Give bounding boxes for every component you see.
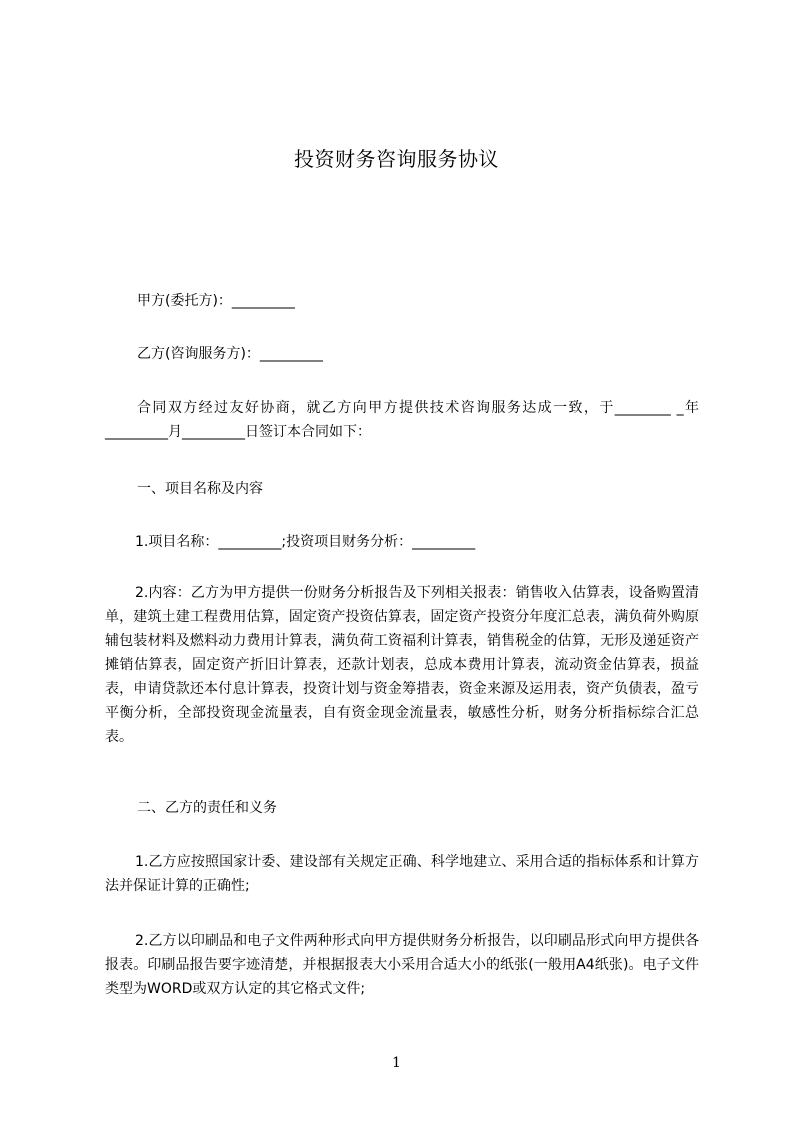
party-b-line: 乙方(咨询服务方)：_________ <box>137 346 323 362</box>
item-1-2: 2.内容：乙方为甲方提供一份财务分析报告及下列相关报表：销售收入估算表，设备购置清单，建筑土建工程费用估算，固定资产投资估算表，固定资产投资分年度汇总表，满负荷外购原辅包装材料及燃料动力费用计算表，满负荷工资福利计算表，销售税金的估算，无形及递延资产摊销估算表，固定资产折旧计算表，还款计划表，总成本费用计算表，流动资金估算表，损益表，申请贷款还本付息计算表，投资计划与资金筹措表，资金来源及运用表，资产负债表，盈亏平衡分析，全部投资现金流量表，自有资金现金流量表，敏感性分析，财务分析指标综合汇总表。 <box>105 585 699 745</box>
section-2-heading: 二、乙方的责任和义务 <box>137 800 277 816</box>
intro-paragraph: 合同双方经过友好协商，就乙方向甲方提供技术咨询服务达成一致，于________ _年_________月_________日签订本合同如下： <box>105 400 699 440</box>
document-title: 投资财务咨询服务协议 <box>294 147 499 171</box>
section-1-heading: 一、项目名称及内容 <box>137 481 263 497</box>
party-a-line: 甲方(委托方)：_________ <box>137 293 295 309</box>
page-number: 1 <box>392 1055 401 1071</box>
item-2-2: 2.乙方以印刷品和电子文件两种形式向甲方提供财务分析报告，以印刷品形式向甲方提供各报表。印刷品报告要字迹清楚，并根据报表大小采用合适大小的纸张(一般用A4纸张)。电子文件类型为WORD或双方认定的其它格式文件; <box>105 933 699 997</box>
item-1-1: 1.项目名称：_________;投资项目财务分析：_________ <box>135 534 476 550</box>
item-2-1: 1.乙方应按照国家计委、建设部有关规定正确、科学地建立、采用合适的指标体系和计算方法并保证计算的正确性; <box>105 854 699 894</box>
